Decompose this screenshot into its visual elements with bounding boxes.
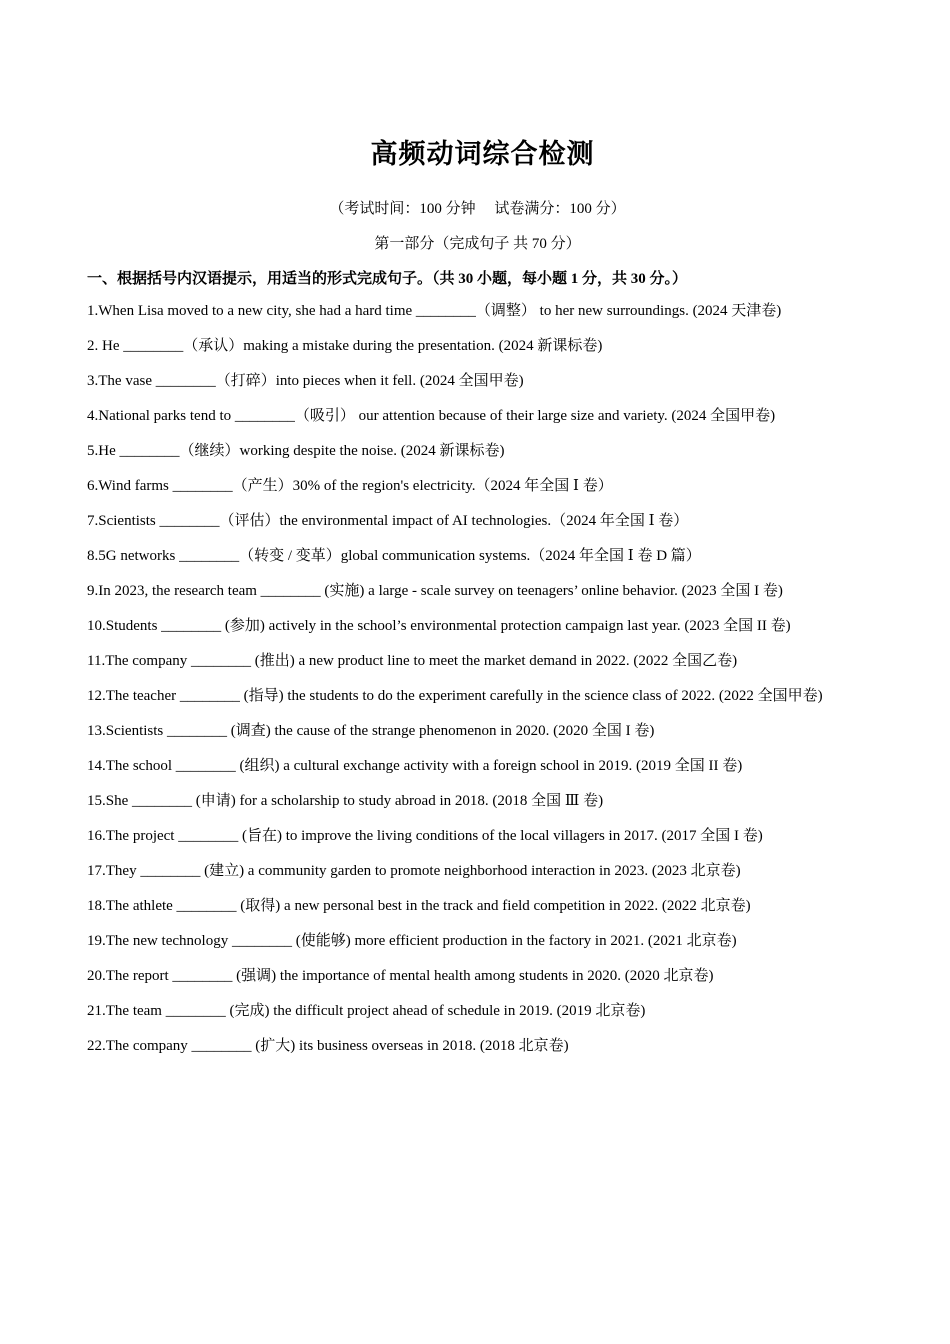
question-item: 5.He ________（继续）working despite the noise. (2024 新课标卷) [87,443,505,459]
question-item: 1.When Lisa moved to a new city, she had a hard time ________（调整） to her new surroundings. (2024 天津卷) [87,303,782,319]
question-item: 7.Scientists ________（评估）the environmental impact of AI technologies.（2024 年全国 Ⅰ 卷） [87,513,689,529]
question-item: 8.5G networks ________（转变 / 变革）global communication systems.（2024 年全国 Ⅰ 卷 D 篇） [87,548,701,564]
question-item: 9.In 2023, the research team ________ (实施) a large - scale survey on teenagers’ online behavior. (2023 全国 I 卷) [87,583,783,599]
question-item: 2. He ________（承认）making a mistake during the presentation. (2024 新课标卷) [87,338,603,354]
question-item: 21.The team ________ (完成) the difficult project ahead of schedule in 2019. (2019 北京卷) [87,1003,646,1019]
question-list [87,294,859,1064]
question-item: 10.Students ________ (参加) actively in the school’s environmental protection campaign last year. (2023 全国 II 卷) [87,618,791,634]
part-label: 第一部分（完成句子 共 70 分） [374,236,581,252]
exam-info: （考试时间：100 分钟 试卷满分：100 分） [329,201,626,217]
question-item: 4.National parks tend to ________（吸引） our attention because of their large size and variety. (2024 全国甲卷) [87,408,776,424]
question-item: 16.The project ________ (旨在) to improve the living conditions of the local villagers in 2017. (2017 全国 I 卷) [87,828,763,844]
question-item: 17.They ________ (建立) a community garden to promote neighborhood interaction in 2023. (2023 北京卷) [87,863,741,879]
question-item: 18.The athlete ________ (取得) a new personal best in the track and field competition in 2022. (2022 北京卷) [87,898,751,914]
question-item: 3.The vase ________（打碎）into pieces when it fell. (2024 全国甲卷) [87,373,524,389]
question-item: 11.The company ________ (推出) a new product line to meet the market demand in 2022. (2022 全国乙卷) [87,653,738,669]
question-item: 12.The teacher ________ (指导) the students to do the experiment carefully in the science class of 2022. (2022 全国甲卷) [87,688,823,704]
question-item: 19.The new technology ________ (使能够) more efficient production in the factory in 2021. (2021 北京卷) [87,933,737,949]
question-item: 6.Wind farms ________（产生）30% of the region's electricity.（2024 年全国 Ⅰ 卷） [87,478,613,494]
question-item: 15.She ________ (申请) for a scholarship to study abroad in 2018. (2018 全国 Ⅲ 卷) [87,793,604,809]
question-item: 20.The report ________ (强调) the importance of mental health among students in 2020. (2020 北京卷) [87,968,714,984]
page-title: 高频动词综合检测 [370,139,595,170]
section-heading: 一、根据括号内汉语提示，用适当的形式完成句子。（共 30 小题，每小题 1 分，共 30 分。） [87,271,688,287]
question-item: 22.The company ________ (扩大) its business overseas in 2018. (2018 北京卷) [87,1038,569,1054]
question-item: 13.Scientists ________ (调查) the cause of the strange phenomenon in 2020. (2020 全国 I 卷) [87,723,655,739]
question-item: 14.The school ________ (组织) a cultural exchange activity with a foreign school in 2019. (2019 全国 II 卷) [87,758,743,774]
